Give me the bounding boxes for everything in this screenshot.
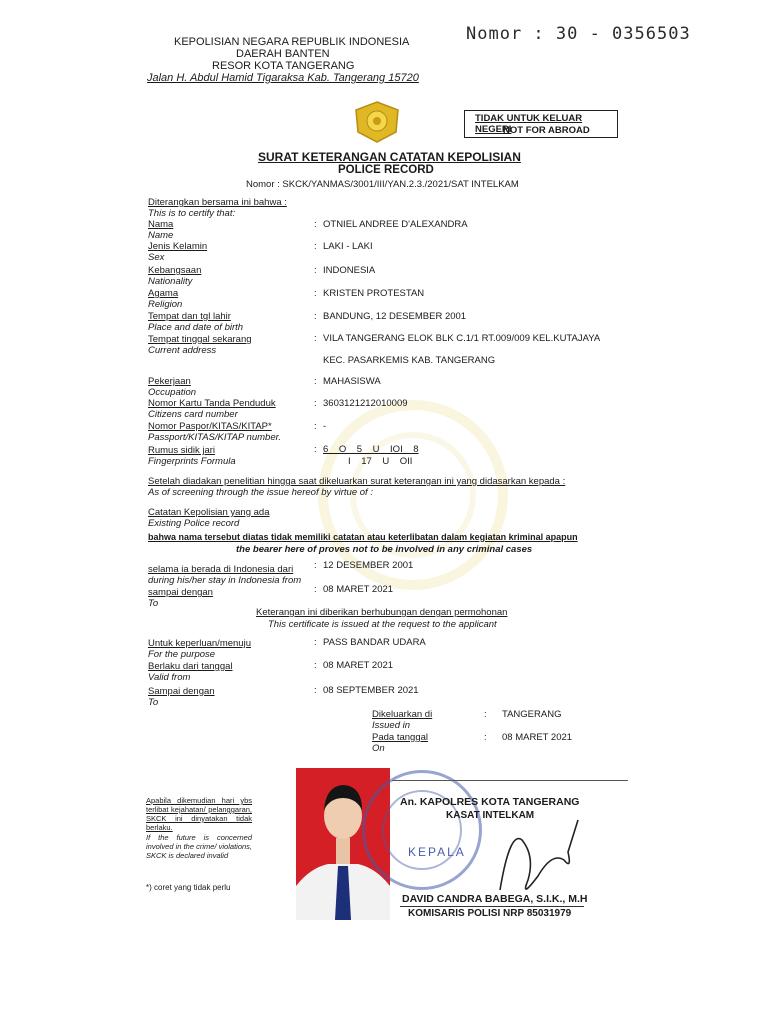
issued-on-label-en: On [372,743,385,754]
field-address-value: VILA TANGERANG ELOK BLK C.1/1 RT.009/009 KEL.KUTAJAYA [323,333,601,344]
stay-from-value: 12 DESEMBER 2001 [323,560,414,571]
document-number: Nomor : SKCK/YANMAS/3001/III/YAN.2.3./2021/SAT INTELKAM [246,179,519,190]
field-passport-colon: : [314,421,317,432]
signatory-rank: KOMISARIS POLISI NRP 85031979 [408,908,572,919]
field-fingerprint-value-line2: I 17 U OII [348,456,413,467]
header-line1: KEPOLISIAN NEGARA REPUBLIK INDONESIA [174,36,410,48]
field-occupation-colon: : [314,376,317,387]
intro-id: Diterangkan bersama ini bahwa : [148,197,287,208]
field-fingerprint-label: Rumus sidik jari [148,445,216,456]
stamp-text: KEPALA [408,845,466,859]
valid-from-label-en: Valid from [148,672,191,683]
field-idcard-colon: : [314,398,317,409]
valid-until-label: Sampai dengan [148,686,215,697]
valid-until-value: 08 SEPTEMBER 2021 [323,685,419,696]
request-id: Keterangan ini diberikan berhubungan dengan permohonan [256,607,508,618]
not-for-abroad-box [464,110,618,138]
field-sex-label-en: Sex [148,252,165,263]
notice-line2: NOT FOR ABROAD [503,125,590,136]
screening-id: Setelah diadakan penelitian hingga saat dikeluarkan surat keterangan ini yang didasarkan kepada : [148,476,566,487]
issued-on-label: Pada tanggal [372,732,428,743]
stay-to-label-en: To [148,598,159,609]
stay-to-colon: : [314,584,317,595]
footnote-id: Apabila dikemudian hari ybs terlibat kejahatan/ pelanggaran, SKCK ini dinyatakan tidak berlaku. [146,796,252,832]
field-nationality-label-en: Nationality [148,276,193,287]
stay-from-colon: : [314,560,317,571]
signatory-name: DAVID CANDRA BABEGA, S.I.K., M.H [402,893,588,905]
field-nationality-colon: : [314,265,317,276]
header-line3: RESOR KOTA TANGERANG [212,60,355,72]
header-line2: DAERAH BANTEN [236,48,330,60]
valid-from-label: Berlaku dari tanggal [148,661,233,672]
issued-on-colon: : [484,732,487,743]
field-birth-label: Tempat dan tgl lahir [148,311,231,322]
existing-record-en: Existing Police record [148,518,240,529]
field-religion-value: KRISTEN PROTESTAN [323,288,425,299]
issued-on-value: 08 MARET 2021 [502,732,573,743]
field-nationality-label: Kebangsaan [148,265,202,276]
field-occupation-label: Pekerjaan [148,376,191,387]
header-address: Jalan H. Abdul Hamid Tigaraksa Kab. Tangerang 15720 [147,72,419,84]
signature-line2: KASAT INTELKAM [446,810,535,821]
purpose-colon: : [314,637,317,648]
field-name-value: OTNIEL ANDREE D'ALEXANDRA [323,219,468,230]
existing-record-id: Catatan Kepolisian yang ada [148,507,270,518]
field-fingerprint-colon: : [314,444,317,455]
field-fingerprint-value: 6 O 5 U IOI 8 [323,444,419,455]
field-occupation-label-en: Occupation [148,387,197,398]
stay-to-value: 08 MARET 2021 [323,584,394,595]
issued-at-label-en: Issued in [372,720,411,731]
field-sex-value: LAKI - LAKI [323,241,373,252]
stay-from-label-en: during his/her stay in Indonesia from [148,575,302,586]
field-name-label-en: Name [148,230,174,241]
document-number-stamp: Nomor : 30 - 0356503 [466,24,691,44]
signatory-rule [400,906,584,907]
statement-id: bahwa nama tersebut diatas tidak memiliki catatan atau keterlibatan dalam kegiatan kriminal apapun [148,532,578,542]
valid-until-label-en: To [148,697,159,708]
field-passport-label: Nomor Paspor/KITAS/KITAP* [148,421,272,432]
signature-line1: An. KAPOLRES KOTA TANGERANG [400,796,580,808]
field-nationality-value: INDONESIA [323,265,376,276]
valid-from-colon: : [314,660,317,671]
document-subtitle: POLICE RECORD [338,164,434,176]
field-address-value-line2: KEC. PASARKEMIS KAB. TANGERANG [323,355,496,366]
field-address-colon: : [314,333,317,344]
issued-at-value: TANGERANG [502,709,562,720]
field-religion-label-en: Religion [148,299,183,310]
field-religion-label: Agama [148,288,179,299]
document-title: SURAT KETERANGAN CATATAN KEPOLISIAN [258,150,521,164]
field-name-colon: : [314,219,317,230]
field-address-label-en: Current address [148,345,217,356]
police-emblem-icon [352,100,402,144]
footnote-note: *) coret yang tidak perlu [146,883,231,892]
intro-en: This is to certify that: [148,208,236,219]
field-passport-label-en: Passport/KITAS/KITAP number. [148,432,282,443]
purpose-label: Untuk keperluan/menuju [148,638,251,649]
statement-en: the bearer here of proves not to be involved in any criminal cases [236,544,533,555]
issued-at-label: Dikeluarkan di [372,709,433,720]
valid-until-colon: : [314,685,317,696]
field-idcard-label: Nomor Kartu Tanda Penduduk [148,398,276,409]
valid-from-value: 08 MARET 2021 [323,660,394,671]
footnote-en: If the future is concerned involved in the crime/ violations, SKCK is declared invalid [146,833,252,860]
field-birth-colon: : [314,311,317,322]
field-birth-label-en: Place and date of birth [148,322,244,333]
field-idcard-label-en: Citizens card number [148,409,238,420]
purpose-label-en: For the purpose [148,649,216,660]
field-address-label: Tempat tinggal sekarang [148,334,252,345]
field-birth-value: BANDUNG, 12 DESEMBER 2001 [323,311,467,322]
notice-line1: TIDAK UNTUK KELUAR NEGERI [475,113,583,135]
field-sex-colon: : [314,241,317,252]
field-religion-colon: : [314,288,317,299]
request-en: This certificate is issued at the request to the applicant [268,619,497,630]
signature-top-rule [392,780,628,781]
stay-to-label: sampai dengan [148,587,213,598]
stay-from-label: selama ia berada di Indonesia dari [148,564,294,575]
field-fingerprint-label-en: Fingerprints Formula [148,456,236,467]
field-sex-label: Jenis Kelamin [148,241,208,252]
field-occupation-value: MAHASISWA [323,376,381,387]
screening-en: As of screening through the issue hereof by virtue of : [148,487,373,498]
issued-at-colon: : [484,709,487,720]
field-idcard-value: 3603121212010009 [323,398,408,409]
purpose-value: PASS BANDAR UDARA [323,637,426,648]
field-name-label: Nama [148,219,174,230]
field-passport-value: - [323,421,327,432]
